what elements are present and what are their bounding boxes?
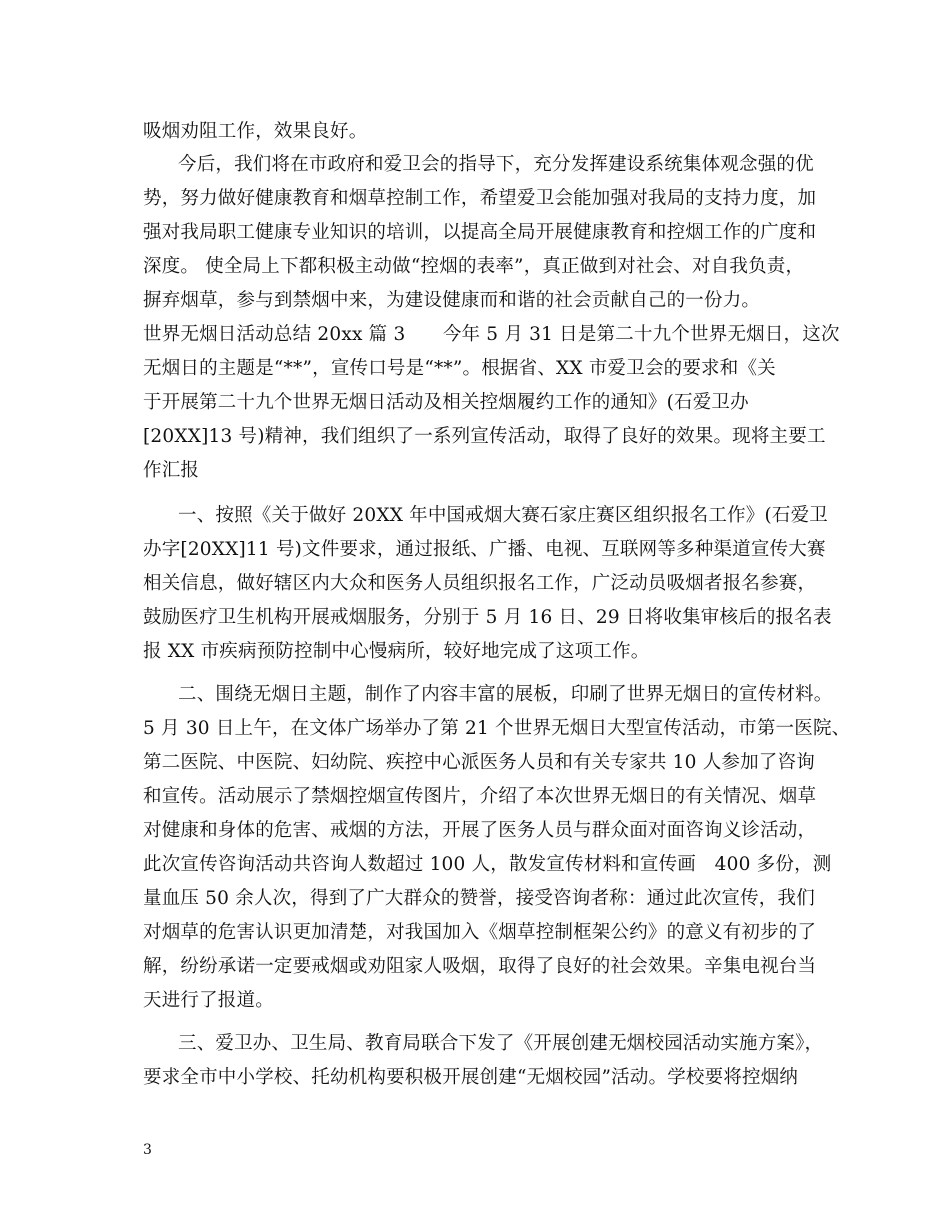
text-line: 世界无烟日活动总结 20xx 篇 3 今年 5 月 31 日是第二十九个世界无烟日，这次 — [143, 324, 840, 345]
text-line: 报 XX 市疾病预防控制中心慢病所，较好地完成了这项工作。 — [143, 641, 650, 662]
text-line: 二、围绕无烟日主题，制作了内容丰富的展板，印刷了世界无烟日的宣传材料。 — [178, 684, 833, 705]
text-line: 吸烟劝阻工作，效果良好。 — [143, 121, 368, 142]
text-line: 强对我局职工健康专业知识的培训，以提高全局开展健康教育和控烟工作的广度和 — [143, 222, 817, 243]
text-line: 三、爱卫办、卫生局、教育局联合下发了《开展创建无烟校园活动实施方案》， — [178, 1033, 824, 1054]
text-line: 鼓励医疗卫生机构开展戒烟服务，分别于 5 月 16 日、29 日将收集审核后的报名表 — [143, 607, 832, 628]
text-line: 作汇报 — [143, 460, 200, 481]
text-line: 无烟日的主题是“**”，宣传口号是“**”。根据省、XX 市爱卫会的要求和《关 — [143, 358, 776, 379]
text-line: 和宣传。活动展示了禁烟控烟宣传图片，介绍了本次世界无烟日的有关情况、烟草 — [143, 786, 817, 807]
text-line: 要求全市中小学校、托幼机构要积极开展创建“无烟校园”活动。学校要将控烟纳 — [143, 1067, 799, 1088]
text-line: 势，努力做好健康教育和烟草控制工作，希望爱卫会能加强对我局的支持力度，加 — [143, 188, 817, 209]
text-line: 相关信息，做好辖区内大众和医务人员组织报名工作，广泛动员吸烟者报名参赛， — [143, 573, 817, 594]
text-line: 天进行了报道。 — [143, 990, 274, 1011]
text-line: 今后，我们将在市政府和爱卫会的指导下，充分发挥建设系统集体观念强的优 — [178, 154, 814, 175]
text-line: 对健康和身体的危害、戒烟的方法，开展了医务人员与群众面对面咨询义诊活动， — [143, 820, 817, 841]
text-line: 量血压 50 余人次，得到了广大群众的赞誉，接受咨询者称：通过此次宣传，我们 — [143, 888, 815, 909]
text-line: [20XX]13 号)精神，我们组织了一系列宣传活动，取得了良好的效果。现将主要工 — [143, 426, 826, 447]
text-line: 第二医院、中医院、妇幼院、疾控中心派医务人员和有关专家共 10 人参加了咨询 — [143, 752, 815, 773]
text-line: 深度。 使全局上下都积极主动做“控烟的表率”，真正做到对社会、对自我负责， — [143, 256, 805, 277]
page-number: 3 — [143, 1142, 152, 1158]
text-line: 5 月 30 日上午，在文体广场举办了第 21 个世界无烟日大型宣传活动，市第一医院、 — [143, 718, 851, 739]
text-line: 对烟草的危害认识更加清楚，对我国加入《烟草控制框架公约》的意义有初步的了 — [143, 922, 817, 943]
text-line: 此次宣传咨询活动共咨询人数超过 100 人，散发宣传材料和宣传画 400 多份，测 — [143, 854, 832, 875]
text-line: 摒弃烟草，参与到禁烟中来，为建设健康而和谐的社会贡献自己的一份力。 — [143, 290, 761, 311]
text-line: 办字[20XX]11 号)文件要求，通过报纸、广播、电视、互联网等多种渠道宣传大赛 — [143, 539, 826, 560]
text-line: 一、按照《关于做好 20XX 年中国戒烟大赛石家庄赛区组织报名工作》(石爱卫 — [178, 505, 828, 526]
text-line: 解，纷纷承诺一定要戒烟或劝阻家人吸烟，取得了良好的社会效果。辛集电视台当 — [143, 956, 817, 977]
text-line: 于开展第二十九个世界无烟日活动及相关控烟履约工作的通知》(石爱卫办 — [143, 392, 749, 413]
